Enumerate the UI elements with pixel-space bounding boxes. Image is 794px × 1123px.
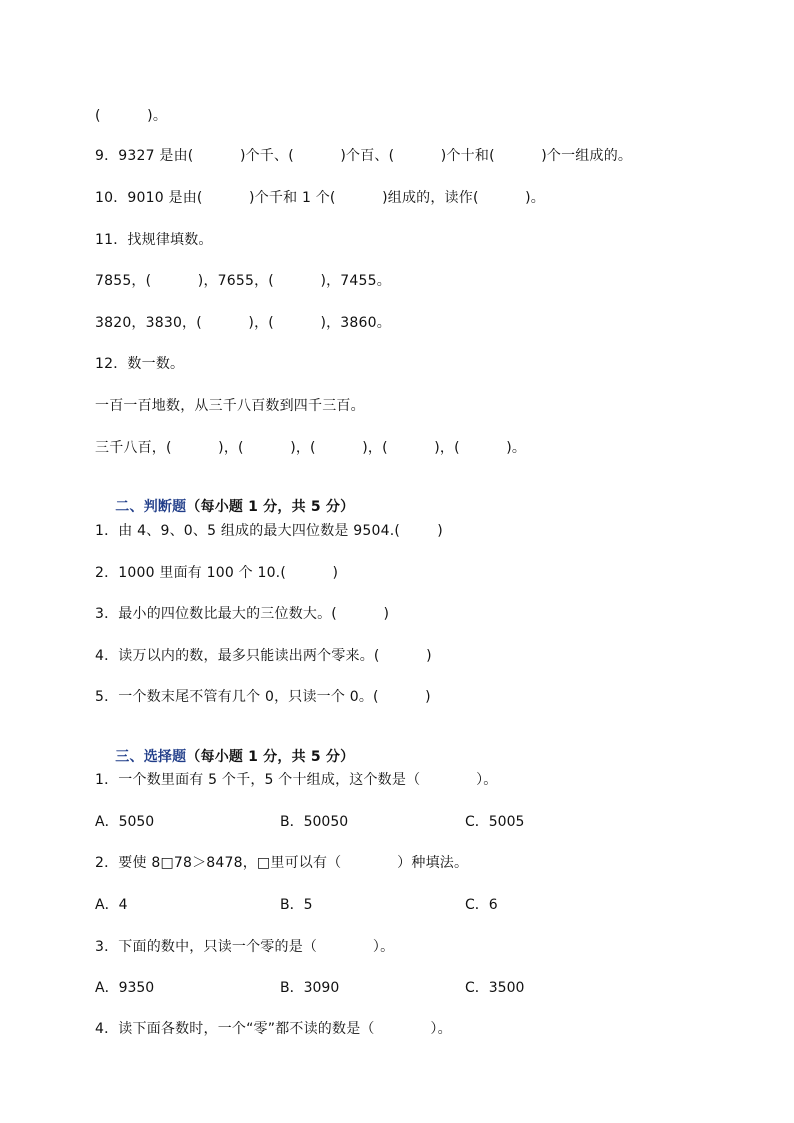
choice-question-2: 2．要使 8□78＞8478，□里可以有（ ）种填法。 xyxy=(95,855,469,871)
choice-1-option-b: B．50050 xyxy=(280,814,349,830)
question-11-sequence-b: 3820，3830，( )，( )，3860。 xyxy=(95,315,391,331)
choice-3-option-a: A．9350 xyxy=(95,980,155,996)
section-3-note: （每小题 1 分，共 5 分） xyxy=(186,749,355,765)
choice-2-option-a: A．4 xyxy=(95,897,128,913)
choice-question-4: 4．读下面各数时，一个“零”都不读的数是（ ）。 xyxy=(95,1021,452,1037)
question-11: 11．找规律填数。 xyxy=(95,232,213,248)
judge-item-4: 4．读万以内的数，最多只能读出两个零来。( ) xyxy=(95,648,432,664)
choice-1-option-c: C．5005 xyxy=(465,814,525,830)
choice-3-option-c: C．3500 xyxy=(465,980,525,996)
question-12-instruction: 一百一百地数，从三千八百数到四千三百。 xyxy=(95,398,365,414)
judge-item-1: 1．由 4、9、0、5 组成的最大四位数是 9504.( ) xyxy=(95,523,443,539)
choice-question-1: 1．一个数里面有 5 个千，5 个十组成，这个数是（ ）。 xyxy=(95,772,498,788)
question-12-sequence: 三千八百，( )，( )，( )，( )，( )。 xyxy=(95,440,527,456)
choice-question-3: 3．下面的数中，只读一个零的是（ ）。 xyxy=(95,939,395,955)
choice-1-option-a: A．5050 xyxy=(95,814,155,830)
choice-3-option-b: B．3090 xyxy=(280,980,340,996)
judge-item-5: 5．一个数末尾不管有几个 0，只读一个 0。( ) xyxy=(95,689,431,705)
question-10: 10．9010 是由( )个千和 1 个( )组成的，读作( )。 xyxy=(95,190,545,206)
judge-item-3: 3．最小的四位数比最大的三位数大。( ) xyxy=(95,606,390,622)
choice-2-option-b: B．5 xyxy=(280,897,313,913)
question-line: ( )。 xyxy=(95,108,168,124)
question-9: 9．9327 是由( )个千、( )个百、( )个十和( )个一组成的。 xyxy=(95,148,633,164)
question-11-sequence-a: 7855，( )，7655，( )，7455。 xyxy=(95,273,391,289)
question-12: 12．数一数。 xyxy=(95,356,185,372)
section-3-title: 三、选择题 xyxy=(115,749,187,765)
section-2-title: 二、判断题 xyxy=(115,499,187,515)
section-2-note: （每小题 1 分，共 5 分） xyxy=(186,499,355,515)
judge-item-2: 2．1000 里面有 100 个 10.( ) xyxy=(95,565,339,581)
choice-2-option-c: C．6 xyxy=(465,897,498,913)
